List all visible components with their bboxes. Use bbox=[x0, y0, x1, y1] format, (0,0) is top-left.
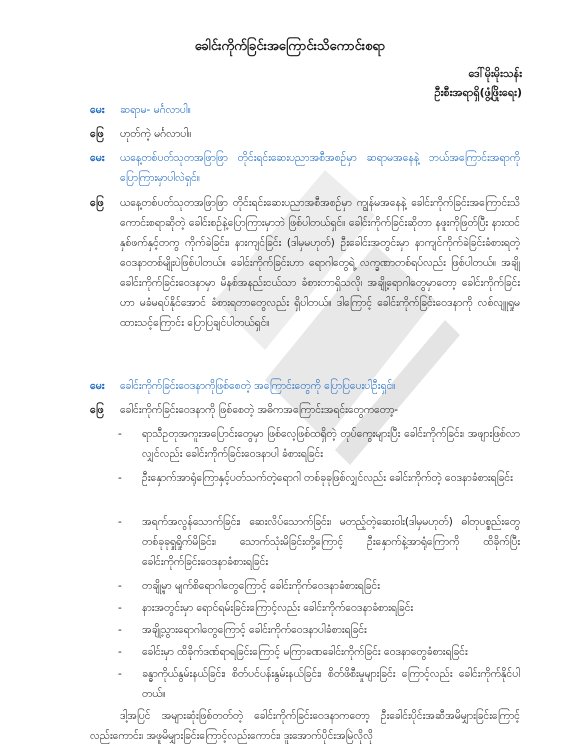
bullet-dash: - bbox=[118, 516, 122, 528]
question-text: ယနေ့တစ်ပတ်သုတအဖြာဖြာ တိုင်းရင်းဆေးပညာအစီအစဉ်မှာ ဆရာမအနေနဲ့ ဘယ်အကြောင်းအရာကို ပြောကြားမှာပါလဲရှင်။ bbox=[120, 152, 520, 184]
author-block bbox=[435, 64, 522, 102]
list-item: နားအတွင်းမှာ ရောင်ရမ်းခြင်းကြောင့်လည်း ခေါင်းကိုက်ဝေဒနာခံစားရခြင်း bbox=[142, 602, 414, 614]
answer-label: ဖြေ bbox=[90, 197, 104, 209]
author-name: ဒေါ်မိုးမိုးသန်း bbox=[468, 67, 522, 80]
bullet-dash: - bbox=[118, 602, 122, 614]
bullet-dash: - bbox=[118, 472, 122, 484]
question-text: ဆရာမ- မင်္ဂလာပါ။ bbox=[120, 104, 191, 116]
question-label: မေး bbox=[90, 152, 105, 164]
answer-text: ယနေ့တစ်ပတ်သုတအဖြာဖြာ တိုင်းရင်းဆေးပညာအစီအစဉ်မှာ ကျွန်မအနေနဲ့ ခေါင်းကိုက်ခြင်းအကြောင်းသိကောင်းစရာဆိုတဲ့ ခေါင်းစဉ်နဲ့ပြောကြားမှာဘဲ ဖြစ်ပါတယ်ရှင်။ ခေါင်းကိုက်ခြင်းဆိုတာ နဖူးကိုဖြတ်ပြီး နားထင်နှစ်ဖက်နှင့်တကွ ကိုက်ခဲခြင်း၊ နားကျင်ခြင်း (ဒါမှမဟုတ်) ဦးခေါင်းအတွင်းမှာ နာကျင်ကိုက်ခဲခြင်းခံစားရတဲ့ ဝေဒနာတစ်မျိုးပဲဖြစ်ပါတယ်။ ခေါင်းကိုက်ခြင်းဟာ ရောဂါတွေရဲ့ လက္ခဏာတစ်ရပ်လည်း ဖြစ်ပါတယ်။ အချို့ခေါင်းကိုက်ခြင်းဝေဒနာမှာ မိနစ်အနည်းငယ်သာ ခံစားတာရှိသလို၊ အချို့ရောဂါတွေမှာတော့ ခေါင်းကိုက်ခြင်းဟာ မခံမရပ်နိုင်အောင် ခံစားရတာတွေလည်း ရှိပါတယ်။ ဒါကြောင့် ခေါင်းကိုက်ခြင်းဝေဒနာကို လစ်လျူရှုမထားသင့်ကြောင်း ပြောပြချင်ပါတယ်ရှင်။ bbox=[120, 197, 520, 329]
list-item: ရာသီဥတုအကူးအပြောင်းတွေမှာ ဖြစ်လေ့ဖြစ်ထရှိတဲ့ တုပ်ကွေးများပြီး ခေါင်းကိုက်ခြင်း၊ အဖျားဖြစ်လာလျှင်လည်း ခေါင်းကိုက်ခြင်းဝေဒနာပါ ခံစားရခြင်း bbox=[142, 428, 520, 460]
bullet-dash: - bbox=[118, 646, 122, 658]
question-text: ခေါင်းကိုက်ခြင်းဝေဒနာကိုဖြစ်စေတဲ့ အကြောင်းတွေကို ပြောပြပေးပါဦးရှင်။ bbox=[120, 380, 396, 392]
list-item: အရက်အလွန်သောက်ခြင်း၊ ဆေးလိပ်သောက်ခြင်း၊ မတည့်တဲ့ဆေးဝါး(ဒါမှမဟုတ်) ဓါတုပစ္စည်းတွေ တစ်ခုခုရှူရှိုက်မိခြင်း၊ သောက်သုံးမိခြင်းတို့ကြောင့် ဦးနှောက်နဲ့အာရုံကြောကို ထိခိုက်ပြီး ခေါင်းကိုက်ခြင်းဝေဒနာခံစားရခြင်း bbox=[142, 516, 520, 568]
closing-paragraph: ဒါ့အပြင် အများဆုံးဖြစ်တတ်တဲ့ ခေါင်းကိုက်ခြင်းဝေဒနာကတော့ ဦးခေါင်းပိုင်းအဆီအမိမျှားခြင်းကြောင့်လည်းကောင်း၊ အဖူမိမျှားခြင်းကြောင့်လည်းကောင်း၊ ဒူးအောက်ပိုင်းအမြဲလိုလို bbox=[90, 710, 520, 742]
answer-text: ဟုတ်ကဲ့ မင်္ဂလာပါ။ bbox=[120, 128, 192, 140]
list-item: အချို့သွားရောဂါတွေကြောင့် ခေါင်းကိုက်ဝေဒနာပါခံစားရခြင်း bbox=[142, 624, 367, 636]
bullet-dash: - bbox=[118, 428, 122, 440]
question-label: မေး bbox=[90, 380, 105, 392]
question-label: မေး bbox=[90, 104, 105, 116]
bullet-dash: - bbox=[118, 624, 122, 636]
list-item: ခန္ဓာကိုယ်နွမ်းနယ်ခြင်း၊ စိတ်ပင်ပန်းနွမ်းနယ်ခြင်း၊ စိတ်ဖိစီးမှုများခြင်း ကြောင့်လည်း ခေါင်းကိုက်နိုင်ပါတယ်။ bbox=[142, 668, 520, 700]
answer-label: ဖြေ bbox=[90, 128, 104, 140]
answer-text: ခေါင်းကိုက်ခြင်းဝေဒနာကို ဖြစ်စေတဲ့ အဓိကအကြောင်းအရင်းတွေကတော့- bbox=[120, 404, 399, 416]
list-item: ခေါင်းမှာ ထိခိုက်ဒဏ်ရာရခြင်းကြောင့် မကြာခဏခေါင်းကိုက်ခြင်း ဝေဒနာတွေခံစားရခြင်း bbox=[142, 646, 468, 658]
list-item: ဦးနှောက်အာရုံကြောနှင့်ပတ်သက်တဲ့ရောဂါ တစ်ခုခုဖြစ်လျှင်လည်း ခေါင်းကိုက်တဲ့ ဝေဒနာခံစားရခြင်း bbox=[142, 472, 513, 484]
bullet-dash: - bbox=[118, 668, 122, 680]
document-title: ခေါင်းကိုက်ခြင်းအကြောင်းသိကောင်းစရာ bbox=[194, 39, 386, 54]
list-item: တချို့မှာ မျက်စိရောဂါတွေကြောင့် ခေါင်းကိုက်ဝေဒနာခံစားရခြင်း bbox=[142, 580, 380, 592]
author-role: ဦးစီးအရာရှိ(ဖွံ့ဖြိုးရေး) bbox=[434, 86, 522, 99]
bullet-dash: - bbox=[118, 580, 122, 592]
answer-label: ဖြေ bbox=[90, 404, 104, 416]
